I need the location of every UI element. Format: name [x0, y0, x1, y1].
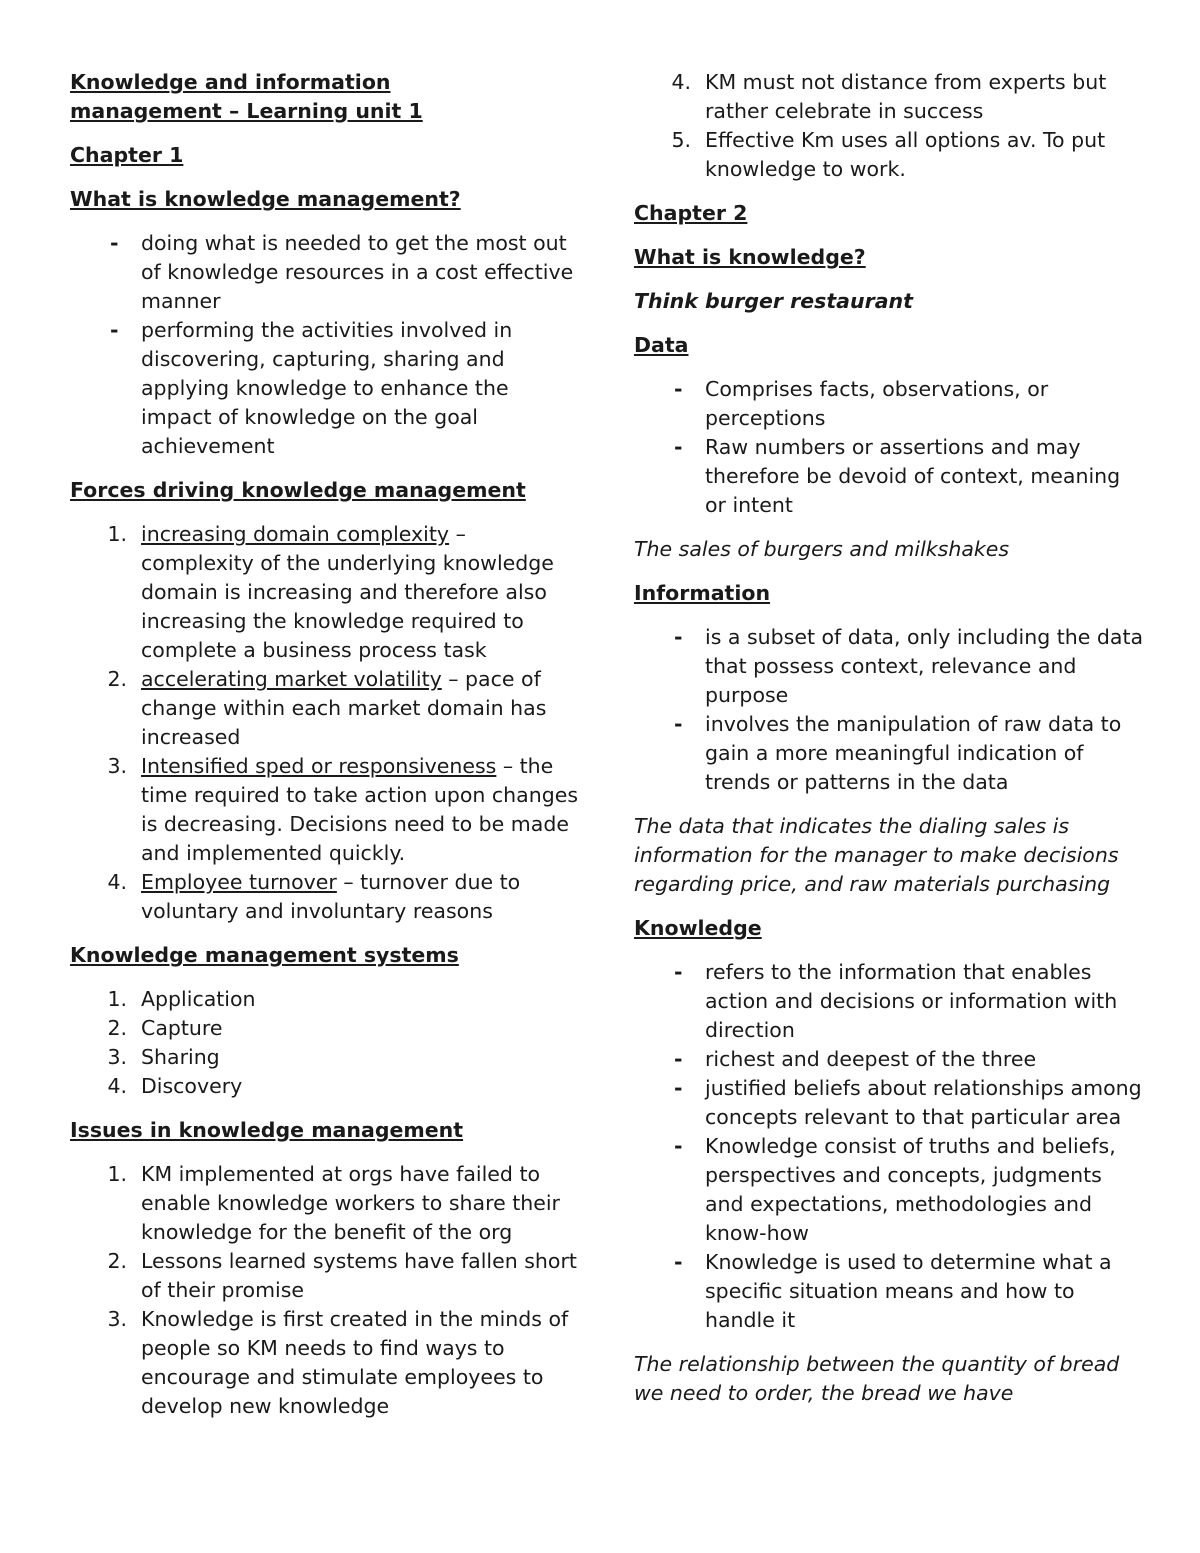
list-item: - doing what is needed to get the most out of knowledge resources in a cost effective manner [110, 231, 574, 313]
data-example: The sales of burgers and milkshakes [634, 537, 1010, 561]
dash-bullet: - [110, 318, 119, 342]
list-item: 2. accelerating market volatility – pace of change within each market domain has increased [107, 667, 547, 749]
list-item: - refers to the information that enables action and decisions or information with direction [674, 960, 1118, 1042]
list-item: 2. Capture [107, 1016, 223, 1040]
km-definition-list [70, 229, 580, 461]
dash-bullet: - [674, 712, 683, 736]
dash-bullet: - [674, 435, 683, 459]
chapter-2-heading: Chapter 2 [634, 201, 748, 225]
list-item: 4. Employee turnover – turnover due to voluntary and involuntary reasons [107, 870, 521, 923]
issues-list [70, 1160, 580, 1421]
force-term: increasing domain complexity [141, 522, 450, 546]
knowledge-example: The relationship between the quantity of bread we need to order, the bread we have [634, 1352, 1120, 1405]
dash-bullet: - [110, 231, 119, 255]
forces-list [70, 520, 580, 926]
what-is-knowledge-heading: What is knowledge? [634, 245, 866, 269]
kms-list [70, 985, 580, 1101]
list-item: 4. Discovery [107, 1074, 243, 1098]
list-item: 2. Lessons learned systems have fallen short of their promise [107, 1249, 577, 1302]
what-is-km-heading: What is knowledge management? [70, 187, 461, 211]
list-item: - involves the manipulation of raw data to gain a more meaningful indication of trends or patterns in the data [674, 712, 1122, 794]
dash-bullet: - [674, 1047, 683, 1071]
list-item: 3. Intensified sped or responsiveness – the time required to take action upon changes is decreasing. Decisions need to be made and implemented quickly. [107, 754, 579, 865]
list-item: - richest and deepest of the three [634, 1045, 1144, 1074]
information-example: The data that indicates the dialing sales is information for the manager to make decisions regarding price, and raw materials purchasing [634, 814, 1119, 896]
knowledge-heading: Knowledge [634, 916, 762, 940]
left-column [70, 68, 580, 1421]
list-item: - performing the activities involved in discovering, capturing, sharing and applying knowledge to enhance the impact of knowledge on the goal achievement [110, 318, 513, 458]
data-heading: Data [634, 333, 689, 357]
list-item: 4. KM must not distance from experts but rather celebrate in success [671, 70, 1107, 123]
list-item: - Knowledge consist of truths and beliefs, perspectives and concepts, judgments and expectations, methodologies and know-how [674, 1134, 1116, 1245]
force-term: Employee turnover [141, 870, 337, 894]
list-item: 1. increasing domain complexity – complexity of the underlying knowledge domain is increasing and therefore also increasing the knowledge required to complete a business process task [107, 522, 554, 662]
list-item: 1. KM implemented at orgs have failed to enable knowledge workers to share their knowledge for the benefit of the org [107, 1162, 560, 1244]
force-term: Intensified sped or responsiveness [141, 754, 497, 778]
list-item: - justified beliefs about relationships among concepts relevant to that particular area [674, 1076, 1142, 1129]
kms-heading: Knowledge management systems [70, 943, 459, 967]
example-intro: Think burger restaurant [634, 289, 913, 313]
list-item: 3. Knowledge is first created in the minds of people so KM needs to find ways to encourage and stimulate employees to develop new knowledge [107, 1307, 569, 1418]
dash-bullet: - [674, 1076, 683, 1100]
list-item: - is a subset of data, only including the data that possess context, relevance and purpose [674, 625, 1144, 707]
dash-bullet: - [674, 960, 683, 984]
chapter-1-heading: Chapter 1 [70, 143, 184, 167]
title-line-1: Knowledge and information [70, 70, 391, 94]
dash-bullet: - [674, 1134, 683, 1158]
dash-bullet: - [674, 625, 683, 649]
list-item: - Knowledge is used to determine what a specific situation means and how to handle it [674, 1250, 1112, 1332]
knowledge-list [634, 958, 1144, 1335]
data-list [634, 375, 1144, 520]
issues-heading: Issues in knowledge management [70, 1118, 464, 1142]
force-term: accelerating market volatility [141, 667, 442, 691]
issues-list-continued [634, 68, 1144, 184]
document-title [70, 68, 580, 126]
list-item: - Comprises facts, observations, or perceptions [674, 377, 1049, 430]
information-list [634, 623, 1144, 797]
dash-bullet: - [674, 1250, 683, 1274]
dash-bullet: - [674, 377, 683, 401]
information-heading: Information [634, 581, 771, 605]
list-item: 3. Sharing [107, 1045, 220, 1069]
title-line-2: management – Learning unit 1 [70, 99, 423, 123]
list-item: - Raw numbers or assertions and may therefore be devoid of context, meaning or intent [674, 435, 1121, 517]
list-item: 1. Application [107, 987, 256, 1011]
forces-heading: Forces driving knowledge management [70, 478, 526, 502]
list-item: 5. Effective Km uses all options av. To put knowledge to work. [671, 128, 1106, 181]
right-column [634, 68, 1144, 1408]
